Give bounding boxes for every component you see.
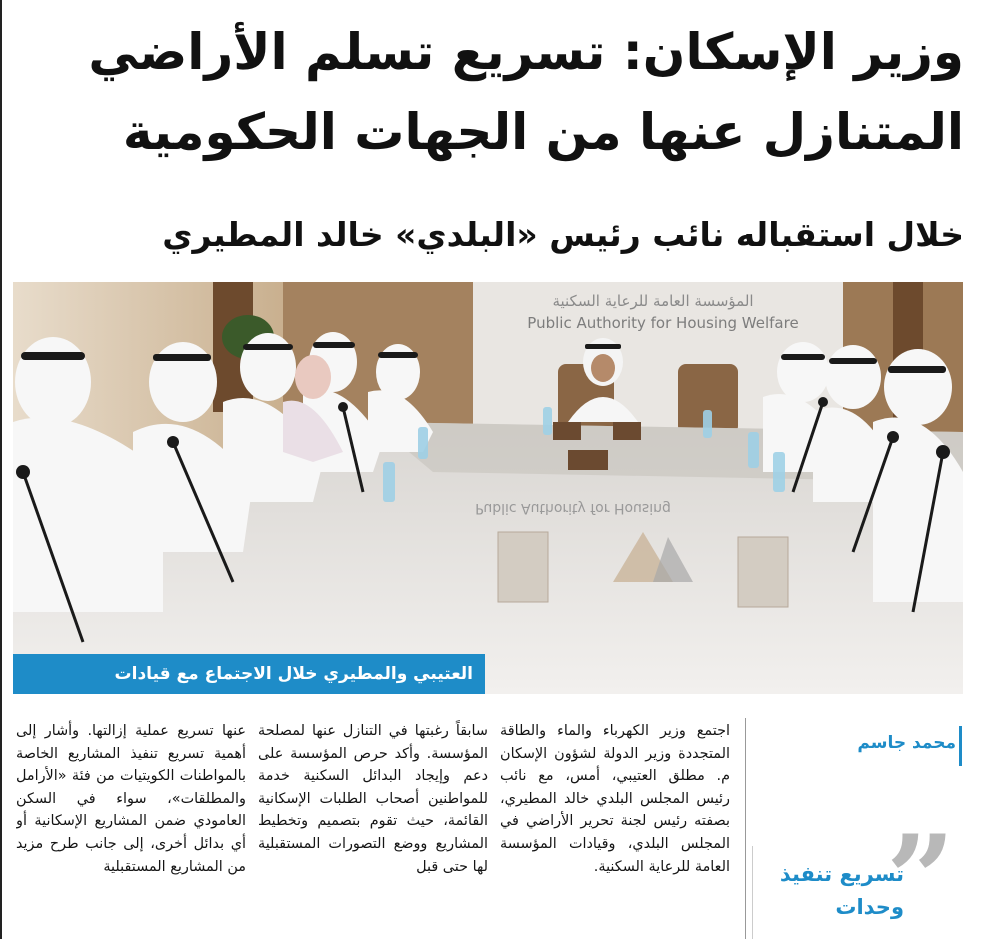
photo-caption: العتيبي والمطيري خلال الاجتماع مع قيادات «السكنية»: [13, 654, 485, 694]
headline-line-1: وزير الإسكان: تسريع تسلم الأراضي: [88, 23, 964, 81]
column-divider: [745, 718, 746, 939]
sign-arabic: المؤسسة العامة للرعاية السكنية: [552, 292, 754, 310]
author-byline: محمد جاسم: [857, 733, 956, 753]
meeting-photo: [13, 282, 963, 694]
headline: [64, 12, 964, 172]
author-accent-bar: [959, 726, 962, 766]
body-column-2: سابقاً رغبتها في التنازل عنها لمصلحة المؤسسة. وأكد حرص المؤسسة على دعم وإيجاد البدائل السكنية خدمة للمواطنين أصحاب الطلبات الإسكانية القائمة، حيث تقوم بتصميم وتخطيط المشاريع ووضع التصورات المستقبلية لها حتى قبل: [258, 723, 488, 875]
pull-quote: تسريع تنفيذ وحدات: [779, 862, 904, 919]
sign-reflection: Public Authority for Housing: [475, 500, 671, 516]
subheadline: خلال استقباله نائب رئيس «البلدي» خالد المطيري: [162, 215, 964, 254]
quote-mark-icon: ”: [886, 809, 956, 939]
sign-english: Public Authority for Housing Welfare: [527, 314, 799, 332]
body-column-1: اجتمع وزير الكهرباء والماء والطاقة المتجددة وزير الدولة لشؤون الإسكان م. مطلق العتيبي، أمس، مع نائب رئيس المجلس البلدي خالد المطيري، بصفته رئيس لجنة تحرير الأراضي في المجلس البلدي، وقيادات المؤسسة العامة للرعاية السكنية.: [500, 723, 730, 875]
page-edge-rule: [0, 0, 2, 939]
body-column-3: عنها تسريع عملية إزالتها. وأشار إلى أهمية تسريع تنفيذ المشاريع الخاصة بالمواطنات الكويتيات من فئة «الأرامل والمطلقات»، سواء في السكن العامودي ضمن المشاريع الإسكانية أو أي بدائل أخرى، إلى جانب طرح مزيد من المشاريع المستقبلية: [16, 723, 246, 875]
headline-line-2: المتنازل عنها من الجهات الحكومية: [122, 103, 964, 161]
